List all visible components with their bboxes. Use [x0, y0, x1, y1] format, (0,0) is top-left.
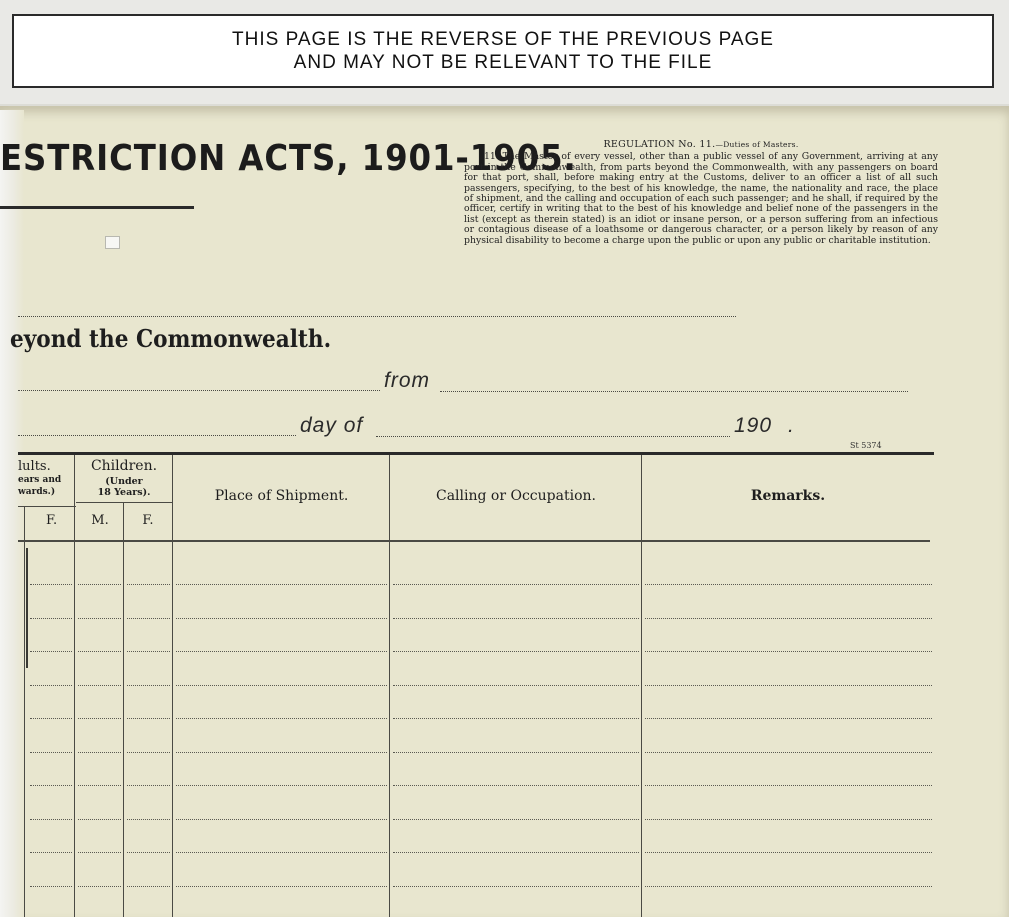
- form-title: ESTRICTION ACTS, 1901-1905.: [0, 138, 577, 179]
- table-row: [127, 785, 170, 786]
- table-row: [30, 618, 72, 619]
- header-place-of-shipment: Place of Shipment.: [214, 488, 349, 504]
- table-row: [78, 752, 121, 753]
- table-row: [645, 685, 932, 686]
- header-children-f: F.: [142, 513, 154, 528]
- table-row: [176, 584, 387, 585]
- table-row: [645, 785, 932, 786]
- table-row: [176, 685, 387, 686]
- adults-sub-rule: [18, 506, 76, 507]
- year-period: .: [788, 414, 795, 437]
- table-row: [78, 886, 121, 887]
- regulation-block: [464, 140, 938, 246]
- table-row: [78, 785, 121, 786]
- from-label: from: [384, 369, 430, 392]
- table-row: [176, 752, 387, 753]
- col-rule-place: [389, 455, 390, 917]
- blank-line-vessel: [18, 390, 380, 391]
- table-row: [78, 618, 121, 619]
- table-row: [176, 819, 387, 820]
- table-row: [78, 852, 121, 853]
- table-row: [645, 886, 932, 887]
- table-row: [30, 685, 72, 686]
- col-rule-adults-f: [74, 455, 75, 917]
- title-underline: [0, 206, 194, 209]
- table-row: [78, 584, 121, 585]
- header-adults-sub-1: ears and: [18, 475, 62, 485]
- table-row: [176, 618, 387, 619]
- col-rule-adults-m: [24, 506, 25, 917]
- table-row: [393, 785, 639, 786]
- table-row: [645, 852, 932, 853]
- blank-line-1: [18, 316, 736, 317]
- header-adults: lults.: [18, 459, 51, 474]
- archive-notice-box: [12, 14, 994, 88]
- table-row: [78, 718, 121, 719]
- table-row: [645, 584, 932, 585]
- table-row: [393, 819, 639, 820]
- table-row: [393, 651, 639, 652]
- table-row: [393, 852, 639, 853]
- table-row: [393, 718, 639, 719]
- table-row: [127, 618, 170, 619]
- table-row: [30, 852, 72, 853]
- table-top-rule: [18, 452, 934, 455]
- table-row: [645, 718, 932, 719]
- header-adults-sub-2: wards.): [18, 487, 56, 497]
- children-sub-rule: [76, 502, 172, 503]
- table-row: [393, 752, 639, 753]
- table-row: [393, 584, 639, 585]
- table-row: [30, 886, 72, 887]
- table-row: [645, 819, 932, 820]
- table-row: [127, 886, 170, 887]
- col-rule-children-m: [123, 502, 124, 917]
- table-row: [127, 819, 170, 820]
- form-subtitle: eyond the Commonwealth.: [10, 324, 332, 353]
- stamp-mark: [105, 236, 120, 249]
- table-row: [127, 852, 170, 853]
- regulation-heading-main: REGULATION No. 11.: [603, 139, 716, 150]
- header-children-sub-1: (Under: [105, 476, 143, 487]
- table-row: [78, 819, 121, 820]
- torn-paper-edge: [0, 110, 24, 917]
- table-row: [393, 618, 639, 619]
- col-rule-calling: [641, 455, 642, 917]
- table-row: [176, 852, 387, 853]
- table-row: [393, 886, 639, 887]
- table-row: [127, 584, 170, 585]
- year-prefix: 190: [734, 414, 773, 437]
- table-row: [176, 718, 387, 719]
- notice-line-2: AND MAY NOT BE RELEVANT TO THE FILE: [293, 52, 713, 73]
- col-rule-children-f: [172, 455, 173, 917]
- table-row: [127, 651, 170, 652]
- table-row: [78, 651, 121, 652]
- blank-line-from: [440, 391, 908, 392]
- table-row: [176, 651, 387, 652]
- table-row: [127, 752, 170, 753]
- blank-line-date: [18, 435, 296, 436]
- table-row: [393, 685, 639, 686]
- notice-line-1: THIS PAGE IS THE REVERSE OF THE PREVIOUS PAGE: [232, 29, 774, 50]
- margin-mark: [26, 548, 28, 668]
- table-row: [78, 685, 121, 686]
- table-row: [127, 718, 170, 719]
- table-row: [30, 651, 72, 652]
- table-row: [30, 819, 72, 820]
- table-row: [645, 618, 932, 619]
- table-row: [645, 651, 932, 652]
- table-row: [176, 785, 387, 786]
- header-bottom-rule: [18, 540, 930, 542]
- header-children: Children.: [90, 458, 158, 474]
- table-row: [30, 584, 72, 585]
- header-adults-f: F.: [46, 513, 58, 528]
- header-children-sub-2: 18 Years).: [97, 487, 151, 498]
- regulation-heading: [464, 140, 938, 150]
- header-remarks: Remarks.: [750, 488, 826, 504]
- table-row: [30, 752, 72, 753]
- regulation-text: 11. The Master of every vessel, other than a public vessel of any Government, arriving at any port in the Commonwealth, from parts beyond the Commonwealth, with any passengers on board for that port, shall, before making entry at the Customs, deliver to an officer a list of all such passengers, specifying, to the best of his knowledge, the name, the nationality and race, the place of shipment, and the calling and occupation of each such passenger; and he shall, if required by the officer, certify in writing that to the best of his knowledge and belief none of the passengers in the list (except as therein stated) is an idiot or insane person, or a person suffering from an infectious or contagious disease of a loathsome or dangerous character, or a person likely by reason of any physical disability to become a charge upon the public or upon any public or charitable institution.: [464, 151, 938, 246]
- table-row: [127, 685, 170, 686]
- table-row: [176, 886, 387, 887]
- header-children-m: M.: [91, 513, 109, 528]
- archive-notice-strip: [0, 0, 1009, 104]
- regulation-heading-sub: —Duties of Masters.: [715, 140, 799, 149]
- table-row: [30, 718, 72, 719]
- header-calling-or-occupation: Calling or Occupation.: [436, 488, 596, 504]
- blank-line-month: [376, 436, 730, 437]
- table-row: [645, 752, 932, 753]
- form-code: St 5374: [850, 441, 882, 450]
- table-row: [30, 785, 72, 786]
- day-of-label: day of: [300, 414, 364, 437]
